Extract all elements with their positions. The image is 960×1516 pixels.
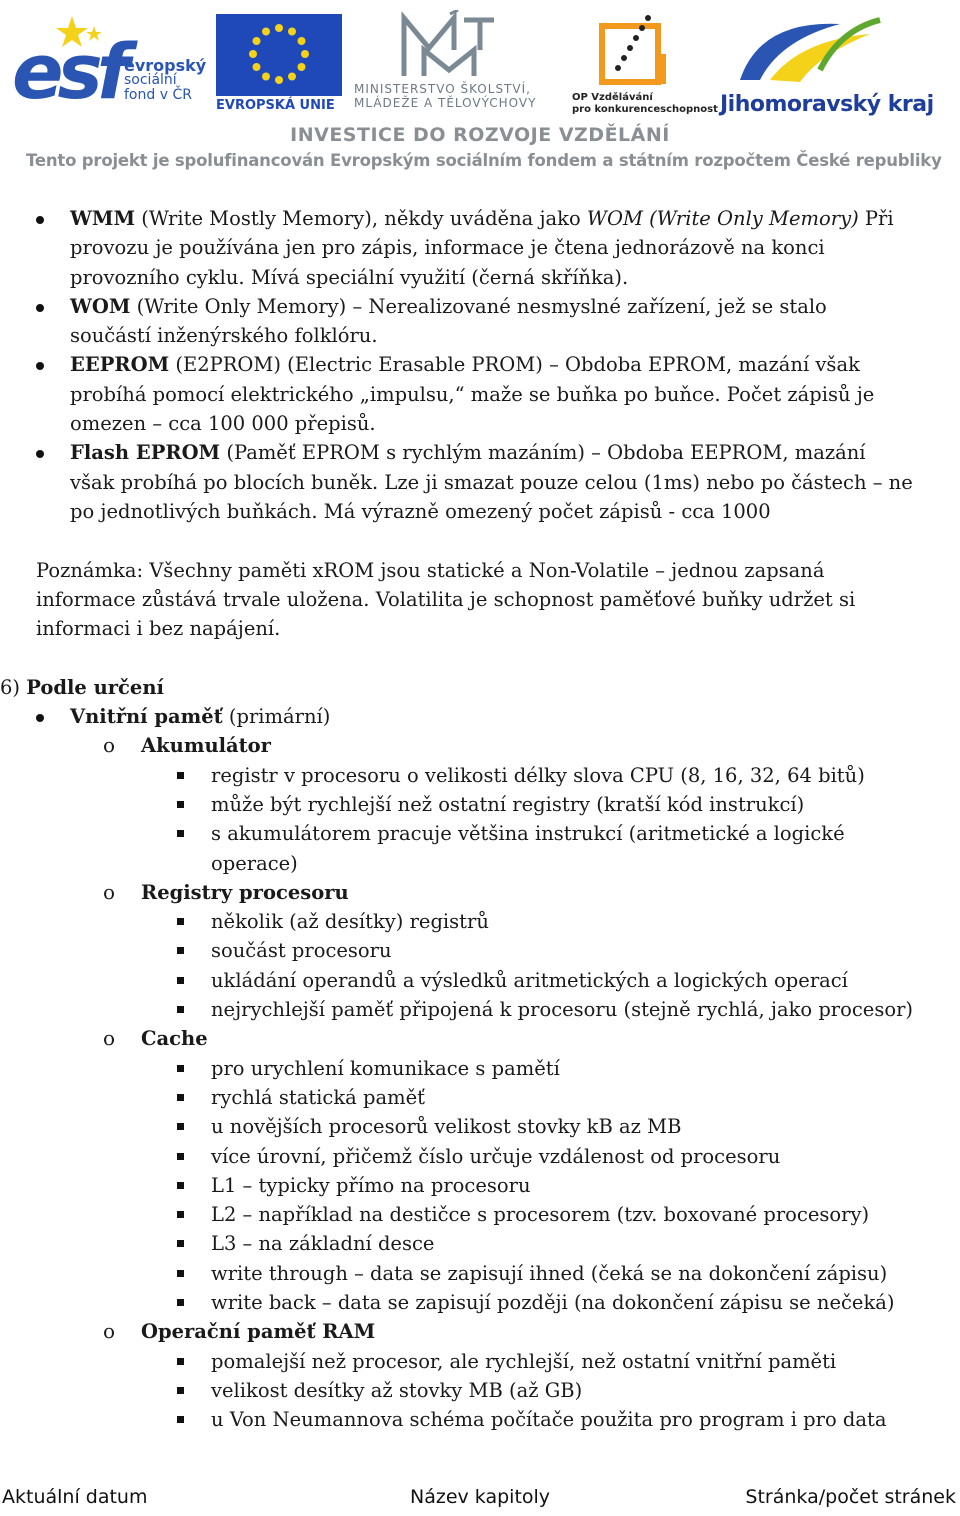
list-item — [0, 204, 960, 233]
list-item — [0, 907, 960, 936]
list-item — [0, 1405, 960, 1434]
esf-line2: sociální — [124, 72, 177, 88]
term-flash-eprom: Flash EPROM — [70, 441, 221, 465]
page-footer — [0, 1486, 960, 1516]
footer-chapter: Název kapitoly — [410, 1486, 551, 1508]
item-text: několik (až desítky) registrů — [211, 910, 489, 934]
circle-bullet-icon: o — [103, 1319, 116, 1344]
square-bullet-icon — [177, 830, 184, 837]
list-item — [0, 702, 960, 731]
list-item-cont: probíhá pomocí elektrického „impulsu,“ maže se buňka po buňce. Počet zápisů je — [70, 382, 875, 406]
circle-bullet-icon: o — [103, 879, 116, 904]
esf-line1: evropský — [124, 56, 207, 75]
group-title: Operační paměť RAM — [141, 1320, 376, 1344]
jmk-emblem-icon — [720, 10, 920, 90]
item-text: součást procesoru — [211, 939, 392, 963]
group-title: Cache — [141, 1027, 208, 1051]
eu-logo — [216, 14, 348, 114]
item-text: pro urychlení komunikace s pamětí — [211, 1056, 560, 1080]
sublist-heading — [0, 1317, 960, 1346]
list-item — [0, 438, 960, 467]
list-item-cont: operace) — [211, 851, 298, 875]
group-title: Registry procesoru — [141, 880, 349, 904]
list-item — [0, 1083, 960, 1112]
msmt-line2: MLÁDEŽE A TĚLOVÝCHOVY — [354, 96, 537, 110]
note-paragraph: informace zůstává trvale uložena. Volatilita je schopnost paměťové buňky udržet si — [36, 587, 856, 611]
bullet-icon — [36, 216, 44, 224]
op-line2: pro konkurenceschopnost — [572, 104, 718, 115]
section-title: Podle určení — [26, 675, 164, 699]
eu-stars-icon — [216, 14, 342, 96]
esf-logo — [12, 14, 212, 114]
square-bullet-icon — [177, 1387, 184, 1394]
square-bullet-icon — [177, 977, 184, 984]
document-body — [0, 204, 960, 1434]
item-text: rychlá statická paměť — [211, 1085, 425, 1109]
square-bullet-icon — [177, 947, 184, 954]
list-item-cont: omezen – cca 100 000 přepisů. — [70, 412, 376, 436]
square-bullet-icon — [177, 1211, 184, 1218]
item-text: L3 – na základní desce — [211, 1232, 435, 1256]
list-item — [0, 790, 960, 819]
sublist-heading — [0, 731, 960, 760]
note-paragraph: Poznámka: Všechny paměti xROM jsou statické a Non-Volatile – jednou zapsaná — [36, 558, 825, 582]
text: (primární) — [222, 705, 331, 729]
list-item — [0, 1200, 960, 1229]
item-text: s akumulátorem pracuje většina instrukcí (aritmetické a logické — [211, 822, 845, 846]
jmk-label: Jihomoravský kraj — [720, 92, 934, 117]
bullet-icon — [36, 304, 44, 312]
sublist-heading — [0, 1024, 960, 1053]
bullet-icon — [36, 714, 44, 722]
square-bullet-icon — [177, 1270, 184, 1277]
op-label — [572, 92, 718, 116]
list-item — [0, 1229, 960, 1258]
esf-letters: esf — [12, 27, 124, 116]
eu-flag-icon — [216, 14, 342, 96]
jmk-logo — [720, 10, 934, 120]
term-wmm: WMM — [70, 207, 136, 230]
item-text: u novějších procesorů velikost stovky kB az MB — [211, 1115, 682, 1139]
footer-date: Aktuální datum — [2, 1486, 148, 1508]
square-bullet-icon — [177, 1123, 184, 1130]
text: (Write Only Memory) – Nerealizované nesmyslné zařízení, jež se stalo — [130, 294, 827, 318]
circle-bullet-icon: o — [103, 1026, 116, 1051]
bullet-icon — [36, 450, 44, 458]
item-text: write back – data se zapisují později (na dokončení zápisu se nečeká) — [211, 1290, 895, 1314]
item-text: registr v procesoru o velikosti délky slova CPU (8, 16, 32, 64 bitů) — [211, 763, 865, 787]
term-eeprom: EEPROM — [70, 353, 170, 377]
header-logo-bar — [0, 0, 960, 180]
square-bullet-icon — [177, 918, 184, 925]
section-number: 6) — [0, 675, 27, 699]
spacer — [0, 643, 960, 672]
text: (Write Mostly Memory), někdy uváděna jako — [135, 207, 587, 230]
list-item — [0, 761, 960, 790]
list-item — [0, 1054, 960, 1083]
op-logo — [572, 14, 718, 115]
msmt-emblem-icon — [354, 10, 564, 80]
item-text: může být rychlejší než ostatní registry (kratší kód instrukcí) — [211, 792, 805, 816]
esf-line3: fond v ČR — [124, 87, 192, 103]
msmt-logo — [354, 10, 564, 110]
item-text: u Von Neumannova schéma počítače použita pro program i pro data — [211, 1408, 887, 1432]
item-text: nejrychlejší paměť připojená k procesoru (stejně rychlá, jako procesor) — [211, 998, 913, 1022]
item-text: write through – data se zapisují ihned (čeká se na dokončení zápisu) — [211, 1261, 888, 1285]
list-item — [0, 1376, 960, 1405]
list-item — [0, 1112, 960, 1141]
list-item-cont: po jednotlivých buňkách. Má výrazně omezený počet zápisů - cca 1000 — [70, 499, 771, 523]
list-item-cont: součástí inženýrského folklóru. — [70, 324, 378, 348]
square-bullet-icon — [177, 1299, 184, 1306]
square-bullet-icon — [177, 1240, 184, 1247]
item-text: L2 – například na destičce s procesorem (tzv. boxované procesory) — [211, 1203, 870, 1227]
list-item — [0, 966, 960, 995]
text-italic: WOM (Write Only Memory) — [586, 207, 859, 230]
op-line1: OP Vzdělávání — [572, 92, 653, 103]
op-emblem-icon — [572, 14, 712, 90]
item-text: L1 – typicky přímo na procesoru — [211, 1173, 531, 1197]
spacer — [0, 526, 960, 555]
list-item — [0, 1259, 960, 1288]
square-bullet-icon — [177, 1182, 184, 1189]
esf-text — [124, 58, 206, 103]
square-bullet-icon — [177, 1358, 184, 1365]
msmt-line1: MINISTERSTVO ŠKOLSTVÍ, — [354, 82, 531, 96]
square-bullet-icon — [177, 801, 184, 808]
list-item — [0, 1142, 960, 1171]
bullet-icon — [36, 362, 44, 370]
square-bullet-icon — [177, 1065, 184, 1072]
list-item — [0, 819, 960, 848]
list-item-cont: provozního cyklu. Mívá speciální využití (černá skříňka). — [70, 265, 629, 289]
square-bullet-icon — [177, 1006, 184, 1013]
list-item-cont: však probíhá po blocích buněk. Lze ji smazat pouze celou (1ms) nebo po částech – ne — [70, 470, 913, 494]
list-item — [0, 1347, 960, 1376]
project-funding-note: Tento projekt je spolufinancován Evropským sociálním fondem a státním rozpočtem České republiky — [26, 151, 942, 170]
square-bullet-icon — [177, 1416, 184, 1423]
square-bullet-icon — [177, 772, 184, 779]
investice-banner: INVESTICE DO ROZVOJE VZDĚLÁNÍ — [290, 124, 670, 146]
term-vnitrni-pamet: Vnitřní paměť — [70, 705, 223, 729]
list-item — [0, 292, 960, 321]
eu-label: EVROPSKÁ UNIE — [216, 98, 335, 113]
list-item — [0, 350, 960, 379]
list-item — [0, 936, 960, 965]
circle-bullet-icon: o — [103, 733, 116, 758]
item-text: velikost desítky až stovky MB (až GB) — [211, 1378, 583, 1402]
item-text: více úrovní, přičemž číslo určuje vzdálenost od procesoru — [211, 1144, 781, 1168]
text: (E2PROM) (Electric Erasable PROM) – Obdoba EPROM, mazání však — [169, 353, 860, 377]
item-text: ukládání operandů a výsledků aritmetických a logických operací — [211, 968, 848, 992]
sublist-heading — [0, 878, 960, 907]
term-wom: WOM — [70, 294, 131, 318]
text: Při — [858, 207, 894, 230]
text: (Paměť EPROM s rychlým mazáním) – Obdoba EEPROM, mazání — [220, 441, 866, 465]
note-paragraph: informaci i bez napájení. — [36, 617, 281, 641]
footer-page-count: Stránka/počet stránek — [745, 1486, 956, 1508]
list-item — [0, 1171, 960, 1200]
list-item — [0, 995, 960, 1024]
square-bullet-icon — [177, 1094, 184, 1101]
section-heading — [0, 673, 960, 702]
group-title: Akumulátor — [141, 734, 271, 758]
msmt-label — [354, 82, 536, 110]
square-bullet-icon — [177, 1153, 184, 1160]
list-item — [0, 1288, 960, 1317]
item-text: pomalejší než procesor, ale rychlejší, než ostatní vnitřní paměti — [211, 1349, 837, 1373]
list-item-cont: provozu je používána jen pro zápis, informace je čtena jednorázově na konci — [70, 236, 825, 260]
